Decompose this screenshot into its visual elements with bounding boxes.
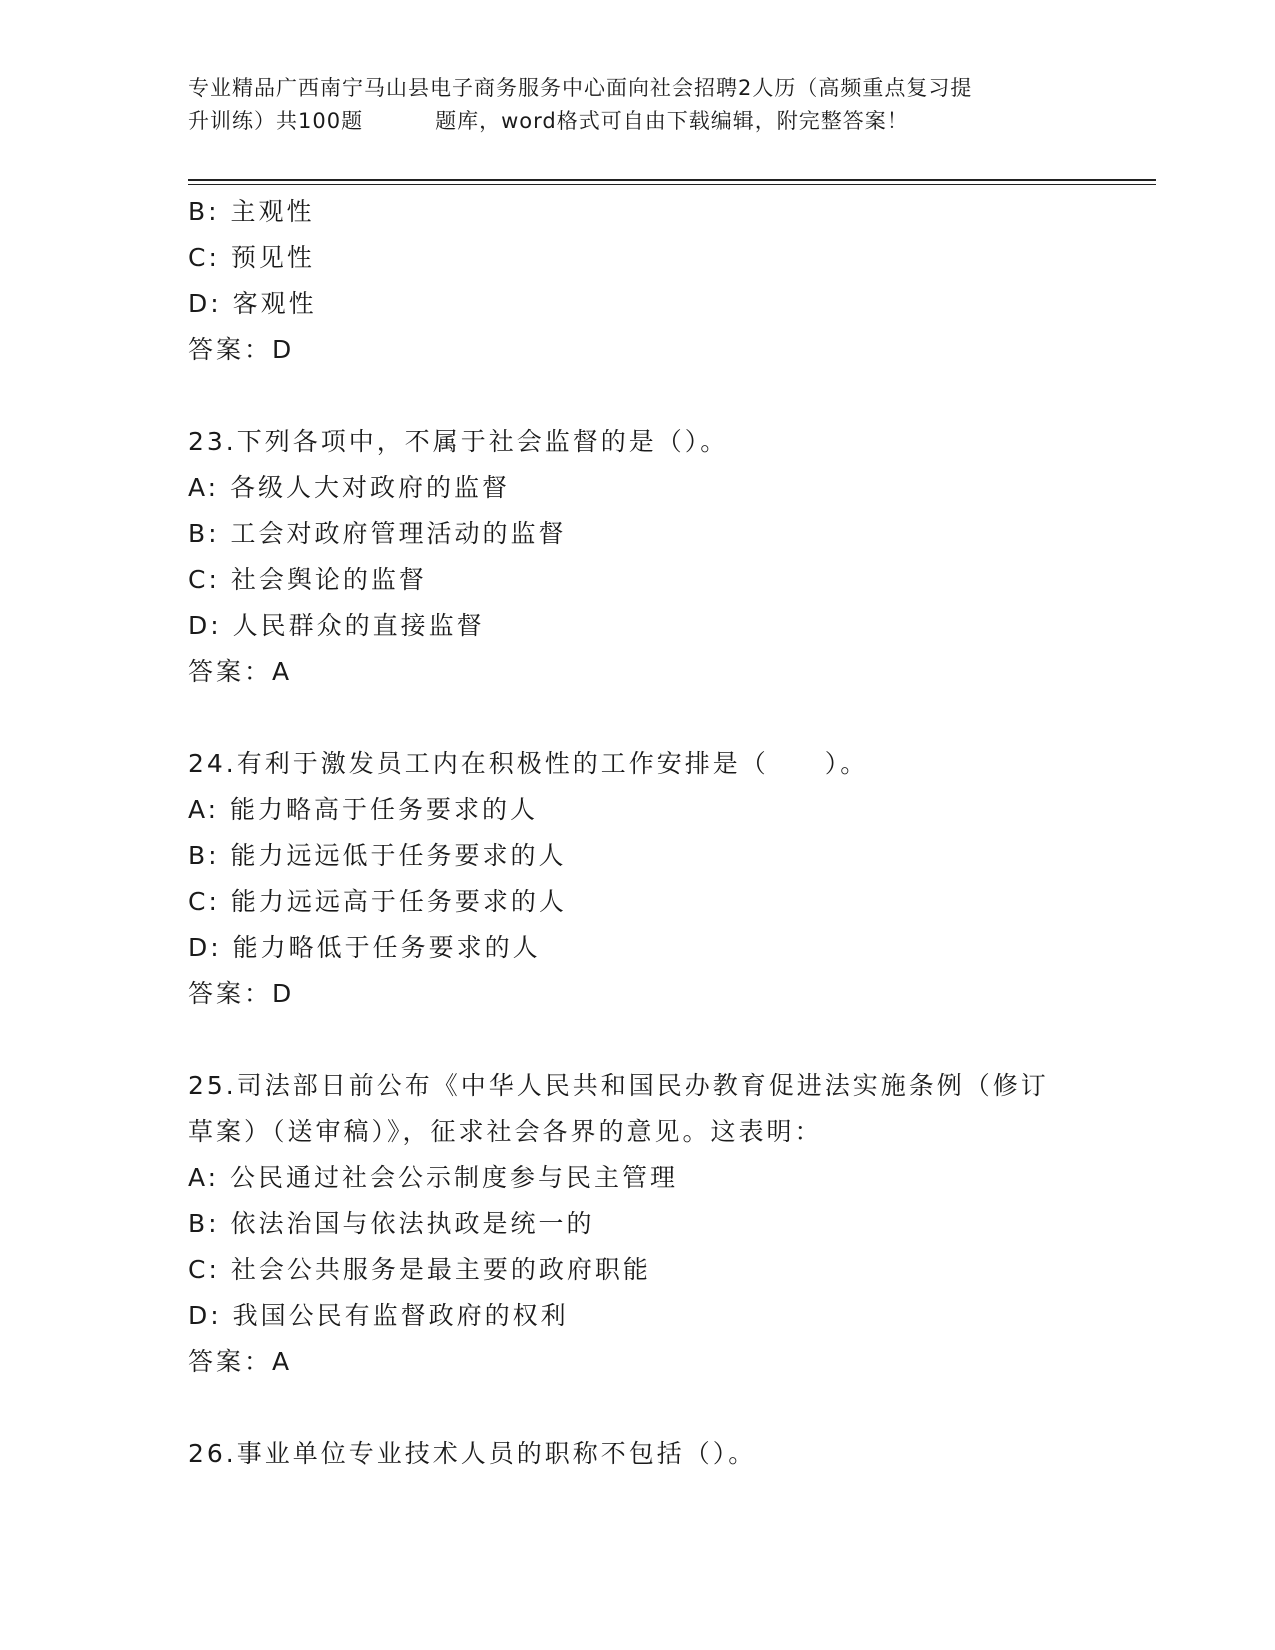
answer: 答案：D: [188, 335, 295, 364]
option-a: A: 能力略高于任务要求的人: [188, 795, 539, 824]
question-title: 26.事业单位专业技术人员的职称不包括（）。: [188, 1439, 757, 1468]
question-25: [188, 1063, 1148, 1385]
option-d: D: 客观性: [188, 289, 317, 318]
option-d: D: 我国公民有监督政府的权利: [188, 1301, 569, 1330]
option-c: C: 社会舆论的监督: [188, 565, 427, 594]
option-c: C: 社会公共服务是最主要的政府职能: [188, 1255, 651, 1284]
question-26: [188, 1431, 1148, 1477]
page-header: [188, 72, 1088, 138]
question-24: [188, 741, 1148, 1017]
header-line-2: [188, 105, 1088, 138]
option-b: B: 工会对政府管理活动的监督: [188, 519, 567, 548]
question-22-continued: [188, 189, 1148, 373]
option-b: B: 依法治国与依法执政是统一的: [188, 1209, 595, 1238]
option-d: D: 能力略低于任务要求的人: [188, 933, 541, 962]
question-title: 23.下列各项中，不属于社会监督的是（）。: [188, 427, 729, 456]
header-line-2-part-2: 题库，word格式可自由下载编辑，附完整答案！: [435, 109, 909, 133]
question-23: [188, 419, 1148, 695]
answer: 答案：D: [188, 979, 295, 1008]
header-line-1: 专业精品广西南宁马山县电子商务服务中心面向社会招聘2人历（高频重点复习提: [188, 76, 973, 100]
option-c: C: 能力远远高于任务要求的人: [188, 887, 567, 916]
option-a: A: 公民通过社会公示制度参与民主管理: [188, 1163, 679, 1192]
option-b: B: 主观性: [188, 197, 315, 226]
option-c: C: 预见性: [188, 243, 315, 272]
question-list: [188, 189, 1148, 1477]
option-b: B: 能力远远低于任务要求的人: [188, 841, 567, 870]
header-divider-thin: [188, 184, 1156, 185]
answer: 答案：A: [188, 657, 293, 686]
answer: 答案：A: [188, 1347, 293, 1376]
question-title-line-2: 草案）（送审稿）》，征求社会各界的意见。这表明：: [188, 1117, 823, 1146]
header-line-2-part-1: 升训练）共100题: [188, 109, 364, 133]
question-title-line-1: 25.司法部日前公布《中华人民共和国民办教育促进法实施条例（修订: [188, 1071, 1049, 1100]
option-d: D: 人民群众的直接监督: [188, 611, 485, 640]
header-divider-thick: [188, 179, 1156, 181]
option-a: A: 各级人大对政府的监督: [188, 473, 511, 502]
question-title: 24.有利于激发员工内在积极性的工作安排是（ ）。: [188, 749, 869, 778]
